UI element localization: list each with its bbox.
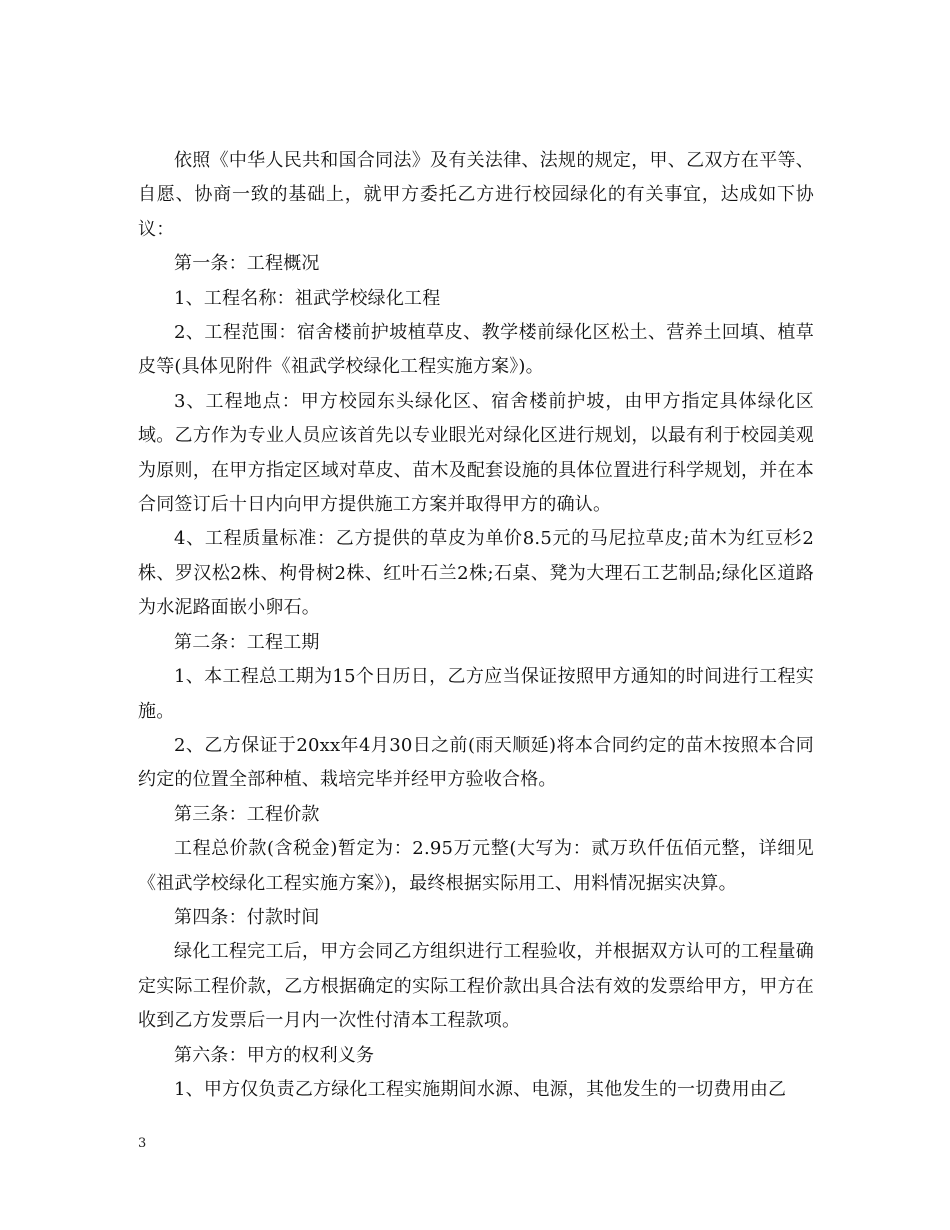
paragraph-project-location: 3、工程地点：甲方校园东头绿化区、宿舍楼前护坡，由甲方指定具体绿化区域。乙方作为专业人员应该首先以专业眼光对绿化区进行规划，以最有利于校园美观为原则，在甲方指定区域对草皮、苗木及配套设施的具体位置进行科学规划，并在本合同签订后十日内向甲方提供施工方案并取得甲方的确认。 — [138, 390, 814, 516]
paragraph-total-duration: 1、本工程总工期为15个日历日，乙方应当保证按照甲方通知的时间进行工程实施。 — [138, 666, 814, 722]
paragraph-quality-standard: 4、工程质量标准：乙方提供的草皮为单价8.5元的马尼拉草皮;苗木为红豆杉2株、罗汉松2株、枸骨树2株、红叶石兰2株;石桌、凳为大理石工艺制品;绿化区道路为水泥路面嵌小卵石。 — [138, 528, 814, 619]
paragraph-party-a-duties: 1、甲方仅负责乙方绿化工程实施期间水源、电源，其他发生的一切费用由乙 — [174, 1078, 787, 1100]
heading-article-1: 第一条：工程概况 — [174, 253, 320, 275]
heading-article-2: 第二条：工程工期 — [174, 631, 320, 653]
paragraph-payment: 绿化工程完工后，甲方会同乙方组织进行工程验收，并根据双方认可的工程量确定实际工程价款，乙方根据确定的实际工程价款出具合法有效的发票给甲方，甲方在收到乙方发票后一月内一次性付清本工程款项。 — [138, 941, 814, 1032]
paragraph-total-price: 工程总价款(含税金)暂定为：2.95万元整(大写为：贰万玖仟伍佰元整，详细见《祖武学校绿化工程实施方案》)，最终根据实际用工、用料情况据实决算。 — [138, 838, 814, 894]
page-number: 3 — [138, 1136, 147, 1151]
paragraph-project-name: 1、工程名称：祖武学校绿化工程 — [174, 287, 441, 309]
paragraph-project-scope: 2、工程范围：宿舍楼前护坡植草皮、教学楼前绿化区松土、营养土回填、植草皮等(具体见附件《祖武学校绿化工程实施方案》)。 — [138, 322, 814, 378]
heading-article-3: 第三条：工程价款 — [174, 803, 320, 825]
paragraph-completion-date: 2、乙方保证于20xx年4月30日之前(雨天顺延)将本合同约定的苗木按照本合同约定的位置全部种植、栽培完毕并经甲方验收合格。 — [138, 734, 814, 791]
paragraph-intro: 依照《中华人民共和国合同法》及有关法律、法规的规定，甲、乙双方在平等、自愿、协商一致的基础上，就甲方委托乙方进行校园绿化的有关事宜，达成如下协议： — [138, 150, 814, 240]
heading-article-6: 第六条：甲方的权利义务 — [174, 1044, 375, 1066]
heading-article-4: 第四条：付款时间 — [174, 906, 320, 928]
document-body — [138, 144, 814, 1107]
